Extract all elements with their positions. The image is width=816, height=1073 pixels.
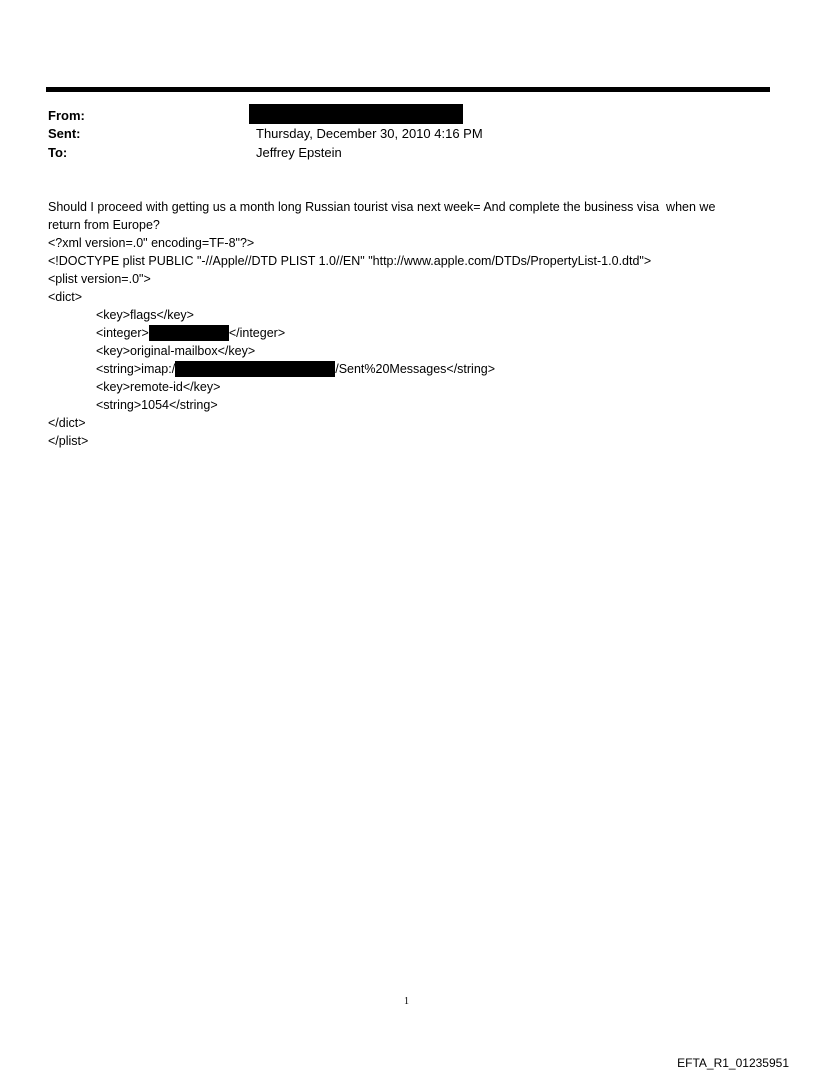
plist-close: </plist> (48, 434, 89, 448)
integer-line (48, 324, 776, 342)
dict-close: </dict> (48, 416, 86, 430)
integer-open-tag: <integer> (96, 326, 149, 340)
from-label: From: (48, 108, 85, 123)
header-divider (46, 87, 770, 92)
message-line: return from Europe? (48, 218, 160, 232)
string-remote-id: <string>1054</string> (96, 398, 218, 412)
page-number: 1 (404, 996, 409, 1007)
sent-value: Thursday, December 30, 2010 4:16 PM (256, 126, 483, 141)
to-value: Jeffrey Epstein (256, 145, 342, 160)
key-mailbox: <key>original-mailbox</key> (96, 344, 256, 358)
integer-redaction (149, 325, 229, 341)
bates-number: EFTA_R1_01235951 (677, 1056, 789, 1070)
message-line: Should I proceed with getting us a month long Russian tourist visa next week= And complete the business visa when we (48, 200, 716, 214)
dict-open: <dict> (48, 290, 83, 304)
imap-line (48, 360, 776, 378)
to-label: To: (48, 145, 68, 160)
imap-close: /Sent%20Messages</string> (335, 362, 496, 376)
plist-open: <plist version=.0"> (48, 272, 151, 286)
xml-declaration: <?xml version=.0" encoding=TF-8"?> (48, 236, 255, 250)
doctype-line: <!DOCTYPE plist PUBLIC "-//Apple//DTD PLIST 1.0//EN" "http://www.apple.com/DTDs/PropertyList-1.0.dtd"> (48, 254, 652, 268)
sent-label: Sent: (48, 126, 81, 141)
key-remote-id: <key>remote-id</key> (96, 380, 221, 394)
message-body (48, 198, 776, 450)
key-flags: <key>flags</key> (96, 308, 194, 322)
from-redaction (249, 104, 463, 124)
integer-close-tag: </integer> (228, 326, 286, 340)
imap-redaction (175, 361, 335, 377)
imap-open: <string>imap:/ (96, 362, 176, 376)
